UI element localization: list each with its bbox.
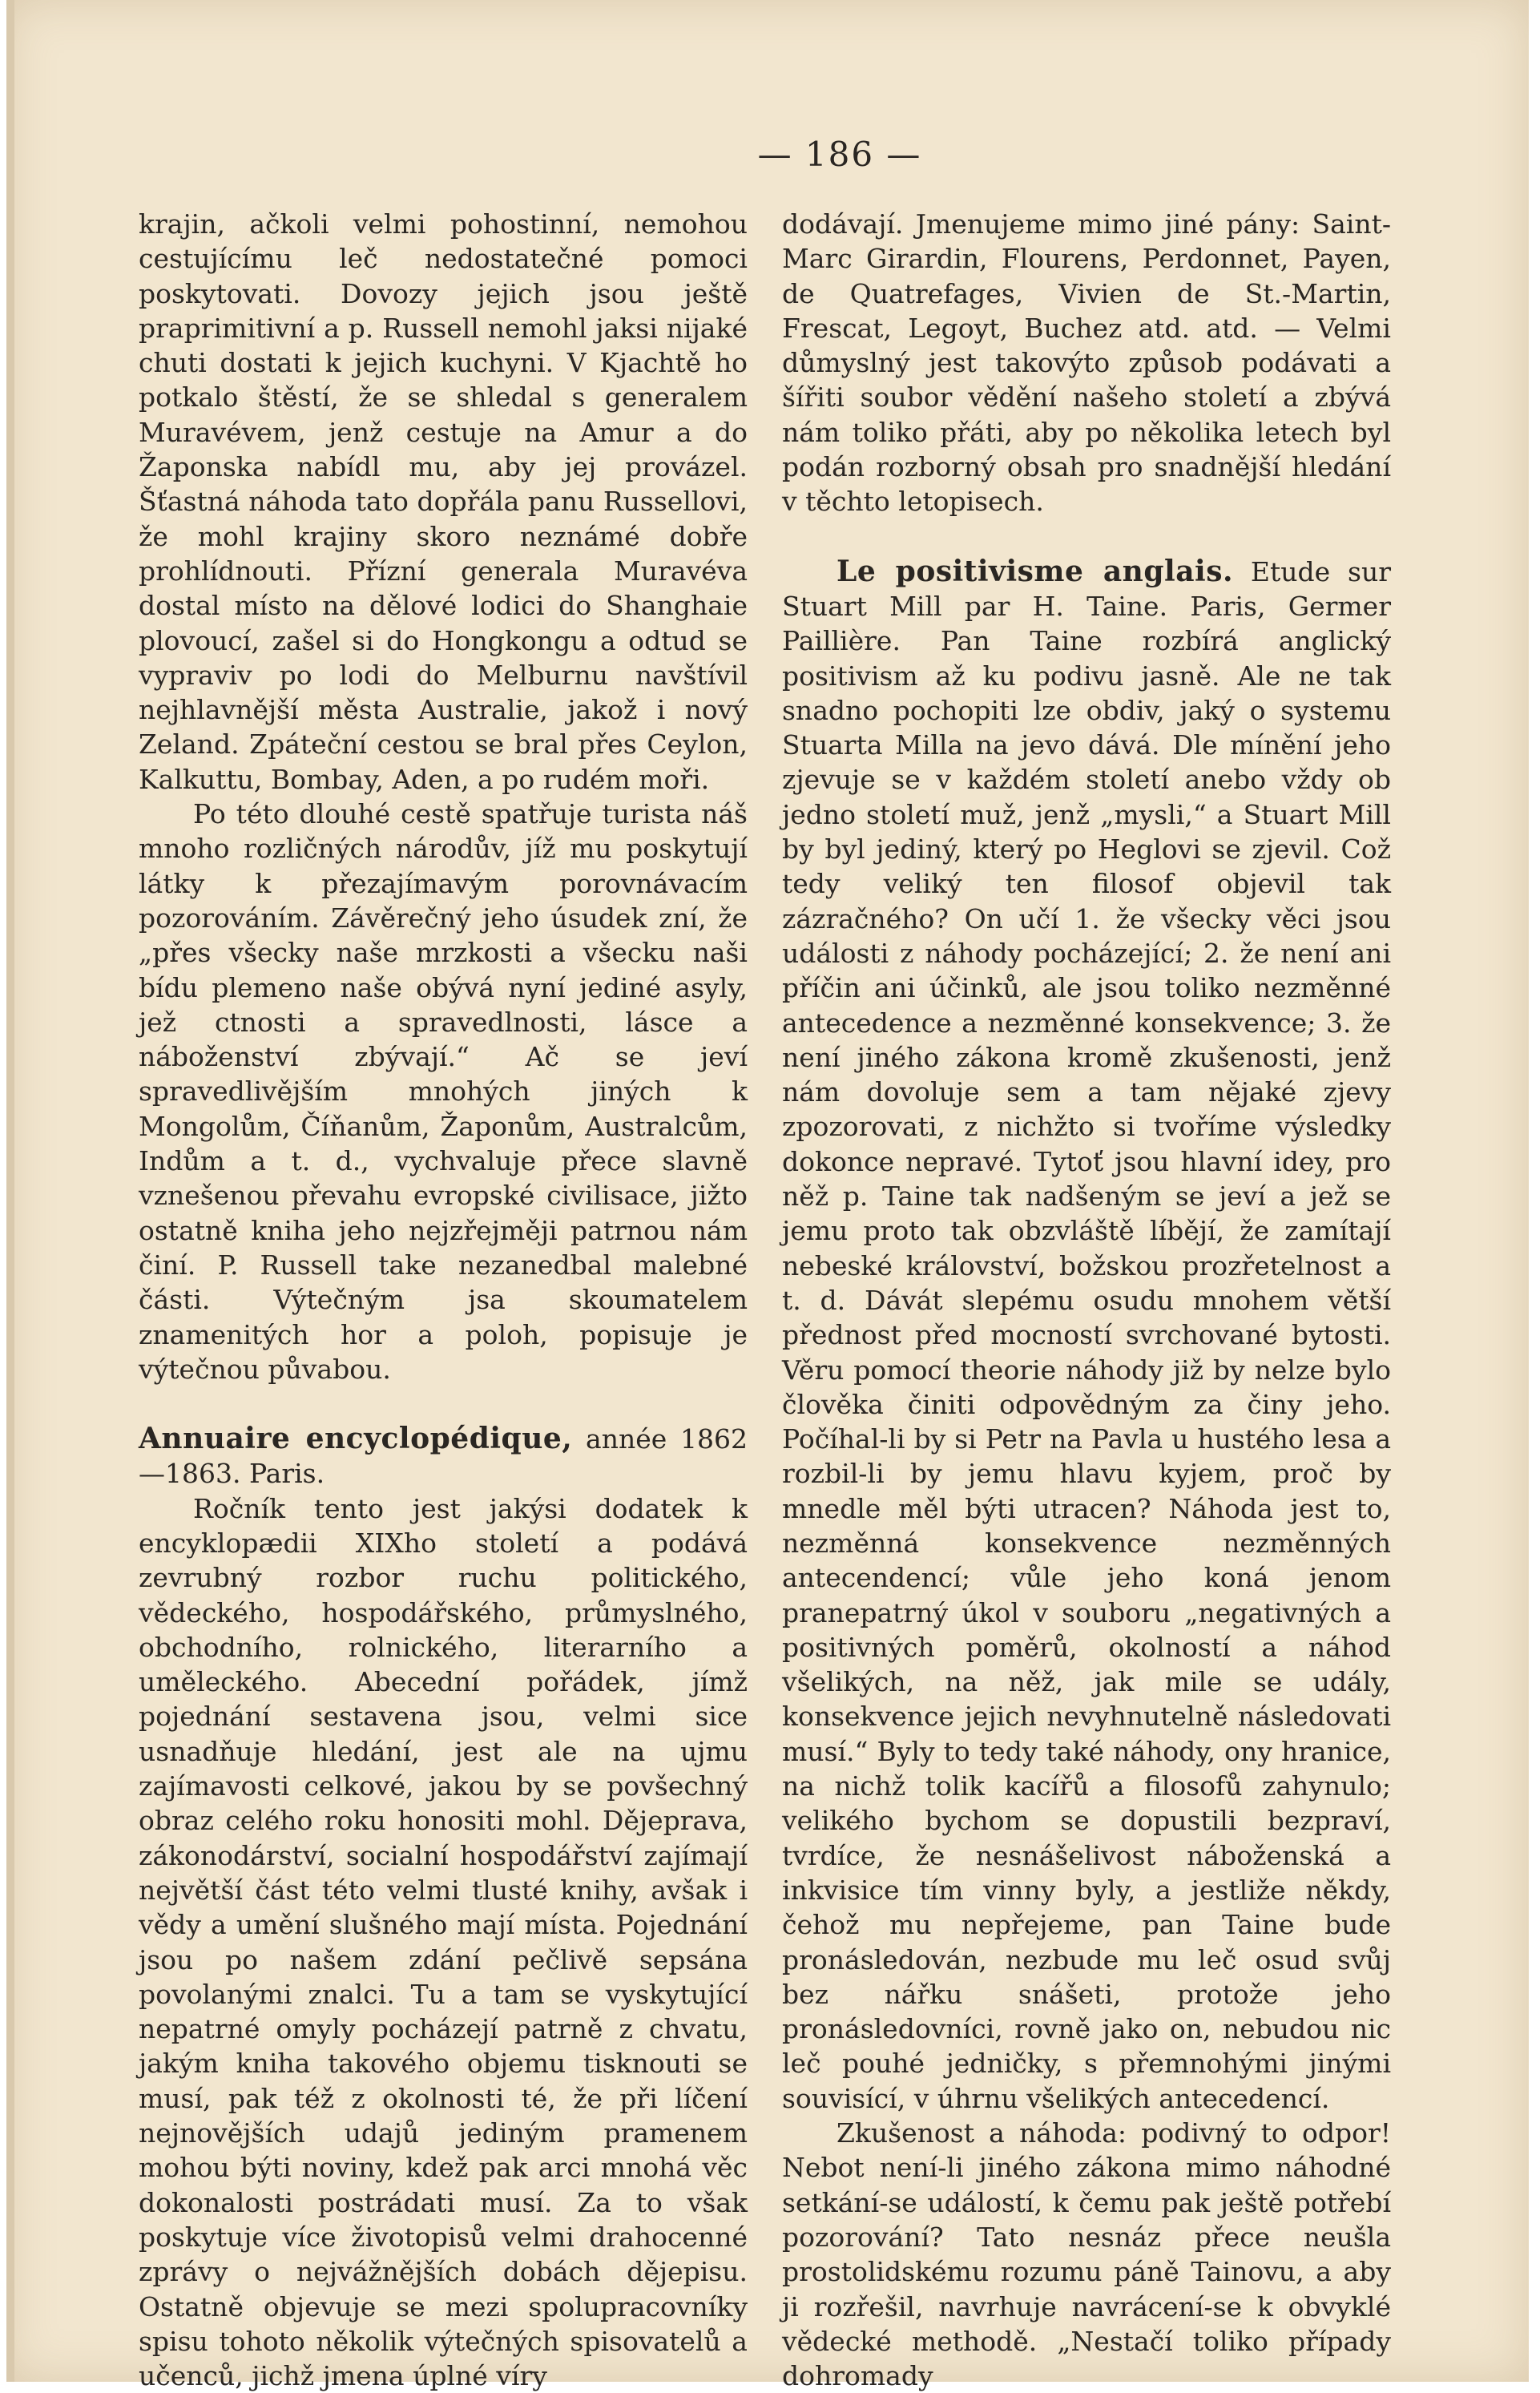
- right-column: [782, 207, 1391, 2393]
- left-column: [139, 207, 748, 2393]
- positivisme-title: Le positivisme anglais.: [837, 554, 1234, 588]
- scanned-page: [6, 0, 1529, 2392]
- review-positivisme: [782, 555, 1391, 2116]
- paragraph-annuaire-review: Ročník tento jest jakýsi dodatek k encyklopædii XIXho století a podává zevrubný rozbor ruchu politického, vědeckého, hospodářského, průmyslného, obchodního, rolnického, literarního a uměleckého. Abecední pořádek, jímž pojednání sestavena jsou, velmi sice usnadňuje hledání, jest ale na ujmu zajímavosti celkové, jakou by se povšechný obraz celého roku honositi mohl. Dějeprava, zákonodárství, socialní hospodářství zajímají největší část této velmi tlusté knihy, avšak i vědy a umění slušného mají místa. Pojednání jsou po našem zdání pečlivě sepsána povolanými znalci. Tu a tam se vyskytující nepatrné omyly pocházejí patrně z chvatu, jakým kniha takového objemu tisknouti se musí, pak též z okolnosti té, že při líčení nejnovějších udajů jediným pramenem mohou býti noviny, kdež pak arci mnohá věc dokonalosti postrádati musí. Za to však poskytuje více životopisů velmi drahocenné zprávy o nejvážnějších dobách dějepisu. Ostatně objevuje se mezi spolupracovníky spisu tohoto několik výtečných spisovatelů a učenců, jichž jmena úplné víry: [139, 1492, 748, 2392]
- annuaire-title: Annuaire encyclopédique,: [139, 1422, 573, 1456]
- paragraph-russell-conclusion: Po této dlouhé cestě spatřuje turista náš mnoho rozličných národův, jíž mu poskytují látky k přezajímavým porovnávacím pozorováním. Závěrečný jeho úsudek zní, že „přes všecky naše mrzkosti a všecku naši bídu plemeno naše obývá nyní jediné asyly, jež ctnosti a spravedlnosti, lásce a náboženství zbývají.“ Ač se jeví spravedlivějším mnohých jiných k Mongolům, Číňanům, Žaponům, Australcům, Indům a t. d., vychvaluje přece slavně vznešenou převahu evropské civilisace, jižto ostatně kniha jeho nejzřejměji patrnou nám činí. P. Russell take nezanedbal malebné části. Výtečným jsa skoumatelem znamenitých hor a poloh, popisuje je výtečnou půvabou.: [139, 798, 748, 1385]
- page-edge: [6, 0, 14, 2382]
- paragraph-annuaire-contributors: dodávají. Jmenujeme mimo jiné pány: Saint-Marc Girardin, Flourens, Perdonnet, Payen, de Quatrefages, Vivien de St.-Martin, Frescat, Legoyt, Buchez atd. atd. — Velmi důmyslný jest takovýto způsob podávati a šířiti soubor vědění našeho století a zbývá nám toliko přáti, aby po několika letech byl podán rozborný obsah pro snadnější hledání v těchto letopisech.: [782, 208, 1391, 518]
- paragraph-experience-chance: Zkušenost a náhoda: podivný to odpor! Nebot není-li jiného zákona mimo náhodné setkání-se událostí, k čemu pak ještě potřebí pozorování? Tato nesnáz přece neušla prostolidskému rozumu páně Tainovu, a aby ji rozřešil, navrhuje navrácení-se k obvyklé vědecké methodě. „Nestačí toliko případy dohromady: [782, 2117, 1391, 2392]
- positivisme-review-text: Etude sur Stuart Mill par H. Taine. Paris, Germer Paillière. Pan Taine rozbírá anglický positivism až ku podivu jasně. Ale ne tak snadno pochopiti lze obdiv, jaký o systemu Stuarta Milla na jevo dává. Dle mínění jeho zjevuje se v každém století anebo vždy ob jedno století muž, jenž „mysli,“ a Stuart Mill by byl jediný, který po Heglovi se zjevil. Což tedy veliký ten filosof objevil tak zázračného? On učí 1. že všecky věci jsou události z náhody pocházející; 2. že není ani příčin ani účinků, ale jsou toliko nezměnné antecedence a nezměnné konsekvence; 3. že není jiného zákona kromě zkušenosti, jenž nám dovoluje sem a tam nějaké zjevy zpozorovati, z nichžto si tvoříme výsledky dokonce nepravé. Tytoť jsou hlavní idey, pro něž p. Taine tak nadšeným se jeví a jež se jemu proto tak obzvláště líbějí, že zamítají nebeské království, božskou prozřetelnost a t. d. Dávát slepému osudu mnohem větší přednost před mocností svrchované bytosti. Věru pomocí theorie náhody již by nelze bylo člověka činiti odpovědným za činy jeho. Počíhal-li by si Petr na Pavla u hustého lesa a rozbil-li by jemu hlavu kyjem, proč by mnedle měl býti utracen? Náhoda jest to, nezměnná konsekvence nezměnných antecendencí; vůle jeho koná jenom pranepatrný úkol v souboru „negativných a positivných poměrů, okolností a náhod všelikých, na něž, jak mile se udály, konsekvence jejich nevyhnutelně následovati musí.“ Byly to tedy také náhody, ony hranice, na nichž tolik kacířů a filosofů zahynulo; velikého bychom se dopustili bezpraví, tvrdíce, že nesnášelivost náboženská a inkvisice tím vinny byly, a jestliže někdy, čehož mu nepřejeme, pan Taine bude pronásledován, nezbude mu leč osud svůj bez nářku snášeti, protože jeho pronásledovníci, rovně jako on, nebudou nic leč pouhé jedničky, s přemnohými jinými souvisící, v úhrnu všelikých antecedencí.: [782, 555, 1391, 2114]
- review-heading-annuaire: [139, 1422, 748, 1491]
- paragraph-russell-travel: krajin, ačkoli velmi pohostinní, nemohou cestujícímu leč nedostatečné pomoci poskytovati. Dovozy jejich jsou ještě praprimitivní a p. Russell nemohl jaksi nijaké chuti dostati k jejich kuchyni. V Kjachtě ho potkalo štěstí, že se shledal s generalem Muravévem, jenž cestuje na Amur a do Žaponska nabídl mu, aby jej provázel. Šťastná náhoda tato dopřála panu Russellovi, že mohl krajiny skoro neznámé dobře prohlídnouti. Přízní generala Muravéva dostal místo na dělové lodici do Shanghaie plovoucí, zašel si do Hongkongu a odtud se vypraviv po lodi do Melburnu navštívil nejhlavnější města Australie, jakož i nový Zeland. Zpáteční cestou se bral přes Ceylon, Kalkuttu, Bombay, Aden, a po rudém moři.: [139, 208, 748, 795]
- annuaire-details: année 1862—1863. Paris.: [139, 1423, 748, 1490]
- page-number: — 186 —: [757, 135, 922, 174]
